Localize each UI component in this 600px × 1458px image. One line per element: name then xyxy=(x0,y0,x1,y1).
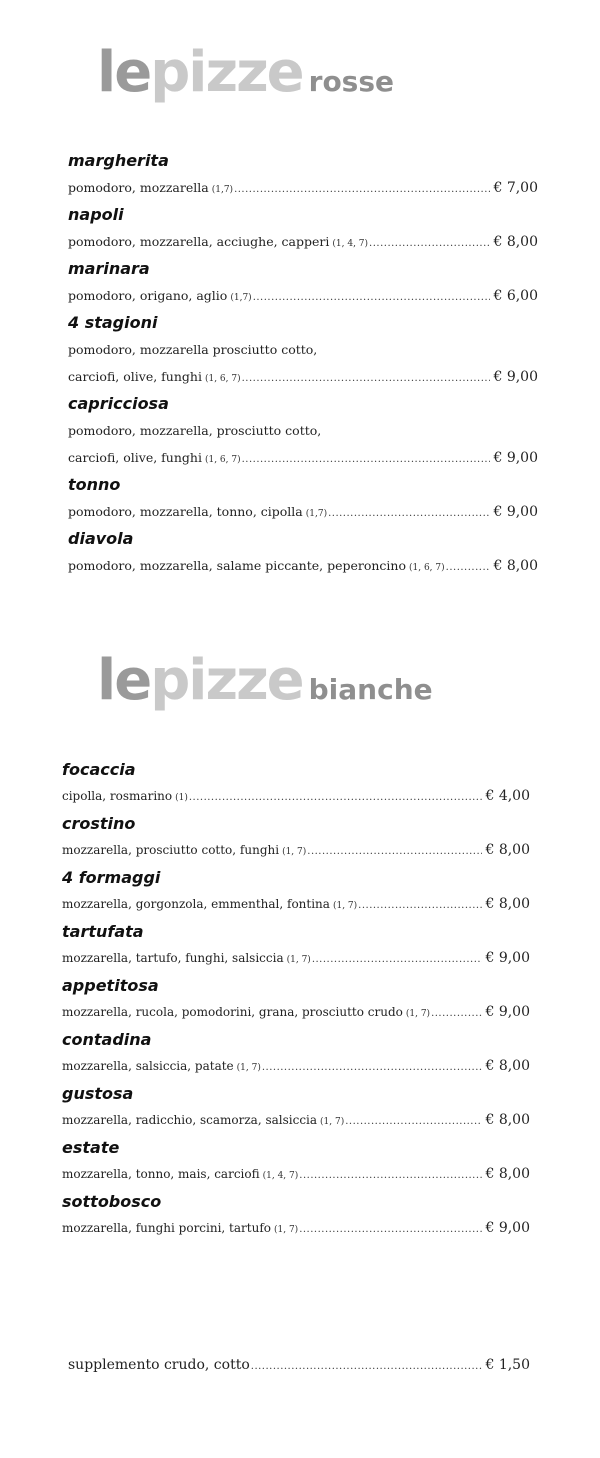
item-name: napoli xyxy=(68,205,124,224)
dot-leader xyxy=(369,230,490,257)
dot-leader xyxy=(262,1054,483,1081)
dot-leader xyxy=(312,946,483,973)
item-ingredients: pomodoro, origano, aglio xyxy=(68,288,228,303)
menu-item xyxy=(62,918,530,972)
item-price: € 7,00 xyxy=(493,180,538,196)
dot-leader xyxy=(358,892,482,919)
item-allergens: (1, 7) xyxy=(286,955,311,965)
item-name: capricciosa xyxy=(68,394,169,413)
item-description-line xyxy=(62,945,530,972)
item-name: crostino xyxy=(62,814,136,833)
item-price: € 9,00 xyxy=(493,369,538,385)
dot-leader xyxy=(242,365,491,392)
heading-le: le xyxy=(97,648,151,713)
item-price: € 8,00 xyxy=(485,1058,530,1074)
supplement-row xyxy=(68,1352,530,1379)
dot-leader xyxy=(253,284,491,311)
item-price: € 9,00 xyxy=(493,450,538,466)
item-ingredients: mozzarella, prosciutto cotto, funghi xyxy=(62,843,280,857)
item-price: € 9,00 xyxy=(493,504,538,520)
item-price: € 8,00 xyxy=(485,842,530,858)
item-price: € 8,00 xyxy=(493,558,538,574)
dot-leader xyxy=(307,838,482,865)
menu-item xyxy=(68,201,538,255)
menu-item xyxy=(62,972,530,1026)
item-description-line xyxy=(62,837,530,864)
item-name: gustosa xyxy=(62,1084,134,1103)
dot-leader xyxy=(242,446,491,473)
heading-pizze-bianche xyxy=(97,648,433,713)
dot-leader xyxy=(446,554,491,581)
heading-pizze: pizze xyxy=(150,40,303,105)
menu-item xyxy=(62,1026,530,1080)
item-ingredients: pomodoro, mozzarella, salame piccante, peperoncino xyxy=(68,558,406,573)
item-description-line xyxy=(62,1215,530,1242)
item-price: € 9,00 xyxy=(485,1220,530,1236)
item-ingredients: mozzarella, funghi porcini, tartufo xyxy=(62,1221,271,1235)
item-name: tartufata xyxy=(62,922,144,941)
item-allergens: (1, 7) xyxy=(332,901,358,911)
item-allergens: (1, 4, 7) xyxy=(332,239,369,249)
item-ingredients: pomodoro, mozzarella, tonno, cipolla xyxy=(68,504,303,519)
item-ingredients: pomodoro, mozzarella prosciutto cotto, xyxy=(68,342,318,357)
item-ingredients: carciofi, olive, funghi xyxy=(68,369,202,384)
item-ingredients: mozzarella, gorgonzola, emmenthal, fontina xyxy=(62,897,330,911)
item-description-line xyxy=(62,1107,530,1134)
item-allergens: (1, 4, 7) xyxy=(262,1171,299,1181)
item-name: 4 formaggi xyxy=(62,868,161,887)
item-price: € 8,00 xyxy=(493,234,538,250)
item-allergens: (1, 7) xyxy=(236,1063,261,1073)
item-allergens: (1, 7) xyxy=(320,1117,345,1127)
heading-le: le xyxy=(97,40,151,105)
item-description-line xyxy=(62,891,530,918)
item-ingredients: mozzarella, salsiccia, patate xyxy=(62,1059,234,1073)
item-ingredients: carciofi, olive, funghi xyxy=(68,450,202,465)
item-name: diavola xyxy=(68,529,134,548)
item-ingredients: pomodoro, mozzarella xyxy=(68,180,209,195)
item-name: focaccia xyxy=(62,760,136,779)
item-description-line xyxy=(68,417,538,444)
menu-item xyxy=(62,864,530,918)
dot-leader xyxy=(299,1216,482,1243)
menu-section-bianche xyxy=(62,756,530,1242)
dot-leader xyxy=(251,1353,483,1380)
item-description-line xyxy=(68,363,538,390)
item-name: estate xyxy=(62,1138,120,1157)
item-price: € 8,00 xyxy=(485,1166,530,1182)
item-price: € 4,00 xyxy=(485,788,530,804)
item-price: € 8,00 xyxy=(485,896,530,912)
item-name: contadina xyxy=(62,1030,152,1049)
heading-pizze-rosse xyxy=(97,40,394,105)
item-ingredients: mozzarella, tartufo, funghi, salsiccia xyxy=(62,951,284,965)
item-allergens: (1) xyxy=(175,793,188,803)
item-ingredients: mozzarella, tonno, mais, carciofi xyxy=(62,1167,260,1181)
menu-item xyxy=(68,255,538,309)
item-name: sottobosco xyxy=(62,1192,162,1211)
item-description-line xyxy=(68,552,538,579)
item-price: € 8,00 xyxy=(485,1112,530,1128)
item-ingredients: pomodoro, mozzarella, acciughe, capperi xyxy=(68,234,330,249)
menu-item xyxy=(68,147,538,201)
menu-item xyxy=(62,756,530,810)
item-ingredients: cipolla, rosmarino xyxy=(62,789,173,803)
item-price: € 9,00 xyxy=(485,950,530,966)
dot-leader xyxy=(234,176,490,203)
item-description-line xyxy=(68,498,538,525)
menu-item xyxy=(62,1080,530,1134)
item-allergens: (1, 7) xyxy=(405,1009,431,1019)
menu-item xyxy=(68,525,538,579)
item-description-line xyxy=(62,999,530,1026)
item-ingredients: mozzarella, radicchio, scamorza, salsiccia xyxy=(62,1113,318,1127)
heading-rosse: rosse xyxy=(308,65,395,98)
dot-leader xyxy=(299,1162,482,1189)
item-description-line xyxy=(68,336,538,363)
item-price: € 9,00 xyxy=(485,1004,530,1020)
item-allergens: (1, 6, 7) xyxy=(409,563,445,573)
menu-item xyxy=(68,309,538,390)
item-price: € 6,00 xyxy=(493,288,538,304)
item-description-line xyxy=(68,228,538,255)
item-name: appetitosa xyxy=(62,976,159,995)
item-description-line xyxy=(68,282,538,309)
item-name: marinara xyxy=(68,259,150,278)
item-description-line xyxy=(62,1053,530,1080)
heading-bianche: bianche xyxy=(308,673,433,706)
item-description-line xyxy=(68,174,538,201)
item-allergens: (1, 6, 7) xyxy=(204,374,241,384)
item-description-line xyxy=(68,444,538,471)
supplement-price: € 1,50 xyxy=(485,1357,530,1373)
menu-section-rosse xyxy=(68,147,538,579)
dot-leader xyxy=(345,1108,482,1135)
item-allergens: (1, 7) xyxy=(282,847,307,857)
item-name: margherita xyxy=(68,151,169,170)
item-ingredients: pomodoro, mozzarella, prosciutto cotto, xyxy=(68,423,322,438)
item-allergens: (1, 6, 7) xyxy=(204,455,241,465)
dot-leader xyxy=(431,1000,482,1027)
menu-item xyxy=(62,1188,530,1242)
item-description-line xyxy=(62,1161,530,1188)
menu-item xyxy=(68,471,538,525)
item-ingredients: mozzarella, rucola, pomodorini, grana, prosciutto crudo xyxy=(62,1005,403,1019)
menu-item xyxy=(62,1134,530,1188)
supplement-label: supplemento crudo, cotto xyxy=(68,1357,250,1373)
item-description-line xyxy=(62,783,530,810)
item-allergens: (1, 7) xyxy=(274,1225,299,1235)
heading-pizze: pizze xyxy=(150,648,303,713)
item-allergens: (1,7) xyxy=(211,185,234,195)
menu-item xyxy=(68,390,538,471)
dot-leader xyxy=(328,500,490,527)
item-name: 4 stagioni xyxy=(68,313,158,332)
dot-leader xyxy=(189,784,483,811)
item-name: tonno xyxy=(68,475,121,494)
menu-item xyxy=(62,810,530,864)
item-allergens: (1,7) xyxy=(230,293,252,303)
item-allergens: (1,7) xyxy=(305,509,328,519)
